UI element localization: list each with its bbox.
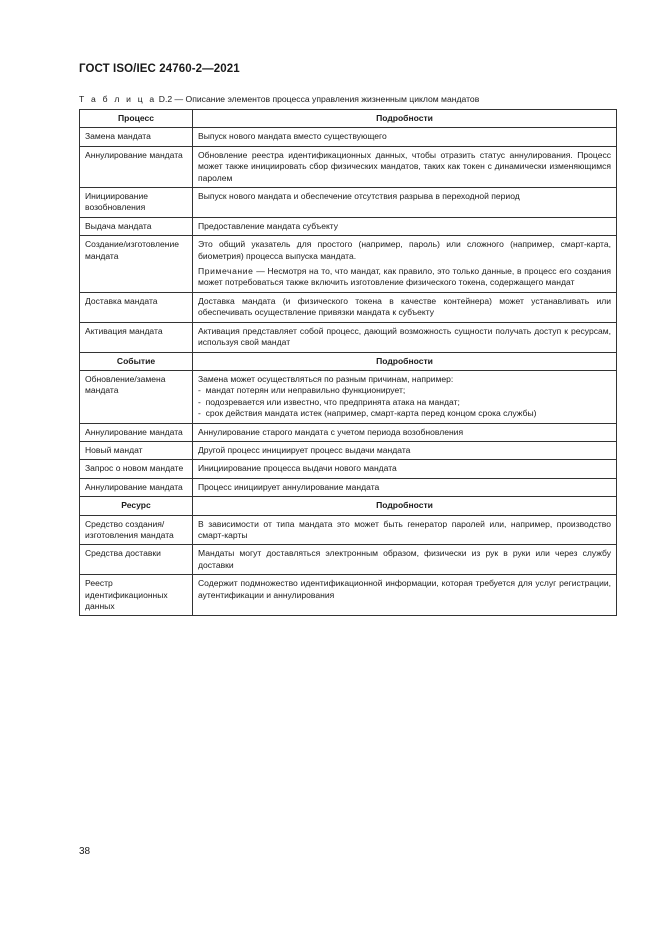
details-cell: Инициирование процесса выдачи нового мандата: [193, 460, 617, 478]
table-row: [80, 236, 617, 293]
details-cell: [193, 370, 617, 423]
note-text: — Несмотря на то, что мандат, как правило, это только данные, в процесс его создания может потребоваться также включить изготовление физического токена, содержащего мандат: [198, 266, 611, 288]
section-header-row: [80, 110, 617, 128]
details-cell: Содержит подмножество идентификационной информации, которая требуется для услуг регистрации, аутентификации и аннулирования: [193, 575, 617, 616]
table-row: [80, 441, 617, 459]
details-cell: Другой процесс инициирует процесс выдачи мандата: [193, 441, 617, 459]
term-cell: Доставка мандата: [80, 292, 193, 322]
table-row: [80, 322, 617, 352]
term-cell: Новый мандат: [80, 441, 193, 459]
column-header-details: Подробности: [193, 352, 617, 370]
list-item: - срок действия мандата истек (например, смарт-карта перед концом срока службы): [198, 408, 611, 419]
details-cell: Выпуск нового мандата и обеспечение отсутствия разрыва в переходной период: [193, 188, 617, 218]
term-cell: Обновление/замена мандата: [80, 370, 193, 423]
table-caption-label: Т а б л и ц а: [79, 94, 157, 104]
table-row: [80, 128, 617, 146]
table-row: [80, 460, 617, 478]
details-cell: Предоставление мандата субъекту: [193, 217, 617, 235]
details-cell: Процесс инициирует аннулирование мандата: [193, 478, 617, 496]
lifecycle-elements-table: [79, 109, 617, 616]
table-caption-text: D.2 — Описание элементов процесса управления жизненным циклом мандатов: [158, 94, 480, 104]
term-cell: Средства доставки: [80, 545, 193, 575]
column-header-process: Процесс: [80, 110, 193, 128]
term-cell: Замена мандата: [80, 128, 193, 146]
table-row: [80, 217, 617, 235]
reason-list: [198, 385, 611, 419]
details-cell: Обновление реестра идентификационных данных, чтобы отразить статус аннулирования. Процесс может также инициировать сбор физических мандатов, таких как токен с динамически изменяющимся паролем: [193, 146, 617, 187]
term-cell: Аннулирование мандата: [80, 478, 193, 496]
term-cell: Создание/изготовление мандата: [80, 236, 193, 293]
term-cell: Выдача мандата: [80, 217, 193, 235]
term-cell: Реестр идентификационных данных: [80, 575, 193, 616]
details-cell: В зависимости от типа мандата это может быть генератор паролей или, например, производство смарт-карты: [193, 515, 617, 545]
details-cell: [193, 236, 617, 293]
list-item: - подозревается или известно, что предпринята атака на мандат;: [198, 397, 611, 408]
table-row: [80, 146, 617, 187]
details-text: Это общий указатель для простого (например, пароль) или сложного (например, смарт-карта, биометрия) процесса выпуска мандата.: [198, 239, 611, 261]
note-label: Примечание: [198, 266, 254, 277]
term-cell: Аннулирование мандата: [80, 423, 193, 441]
table-row: [80, 575, 617, 616]
term-cell: Аннулирование мандата: [80, 146, 193, 187]
table-row: [80, 423, 617, 441]
column-header-details: Подробности: [193, 497, 617, 515]
column-header-resource: Ресурс: [80, 497, 193, 515]
term-cell: Запрос о новом мандате: [80, 460, 193, 478]
list-item: - мандат потерян или неправильно функционирует;: [198, 385, 611, 396]
term-cell: Инициирование возобновления: [80, 188, 193, 218]
table-row: [80, 370, 617, 423]
table-row: [80, 478, 617, 496]
page-number: 38: [79, 846, 91, 857]
table-row: [80, 292, 617, 322]
details-cell: Активация представляет собой процесс, дающий возможность сущности получать доступ к ресурсам, используя свой мандат: [193, 322, 617, 352]
details-cell: Мандаты могут доставляться электронным образом, физически из рук в руки или через службу доставки: [193, 545, 617, 575]
table-row: [80, 188, 617, 218]
term-cell: Средство создания/изготовления мандата: [80, 515, 193, 545]
column-header-event: Событие: [80, 352, 193, 370]
details-text: Замена может осуществляться по разным причинам, например:: [198, 373, 454, 384]
table-row: [80, 545, 617, 575]
details-cell: Аннулирование старого мандата с учетом периода возобновления: [193, 423, 617, 441]
details-cell: Выпуск нового мандата вместо существующего: [193, 128, 617, 146]
table-caption: [79, 94, 479, 104]
note-paragraph: [198, 266, 611, 289]
document-standard-header: ГОСТ ISO/IEC 24760-2—2021: [79, 63, 240, 75]
section-header-row: [80, 497, 617, 515]
table-row: [80, 515, 617, 545]
column-header-details: Подробности: [193, 110, 617, 128]
section-header-row: [80, 352, 617, 370]
term-cell: Активация мандата: [80, 322, 193, 352]
details-cell: Доставка мандата (и физического токена в качестве контейнера) может устанавливать или обеспечивать осуществление привязки мандата к субъекту: [193, 292, 617, 322]
